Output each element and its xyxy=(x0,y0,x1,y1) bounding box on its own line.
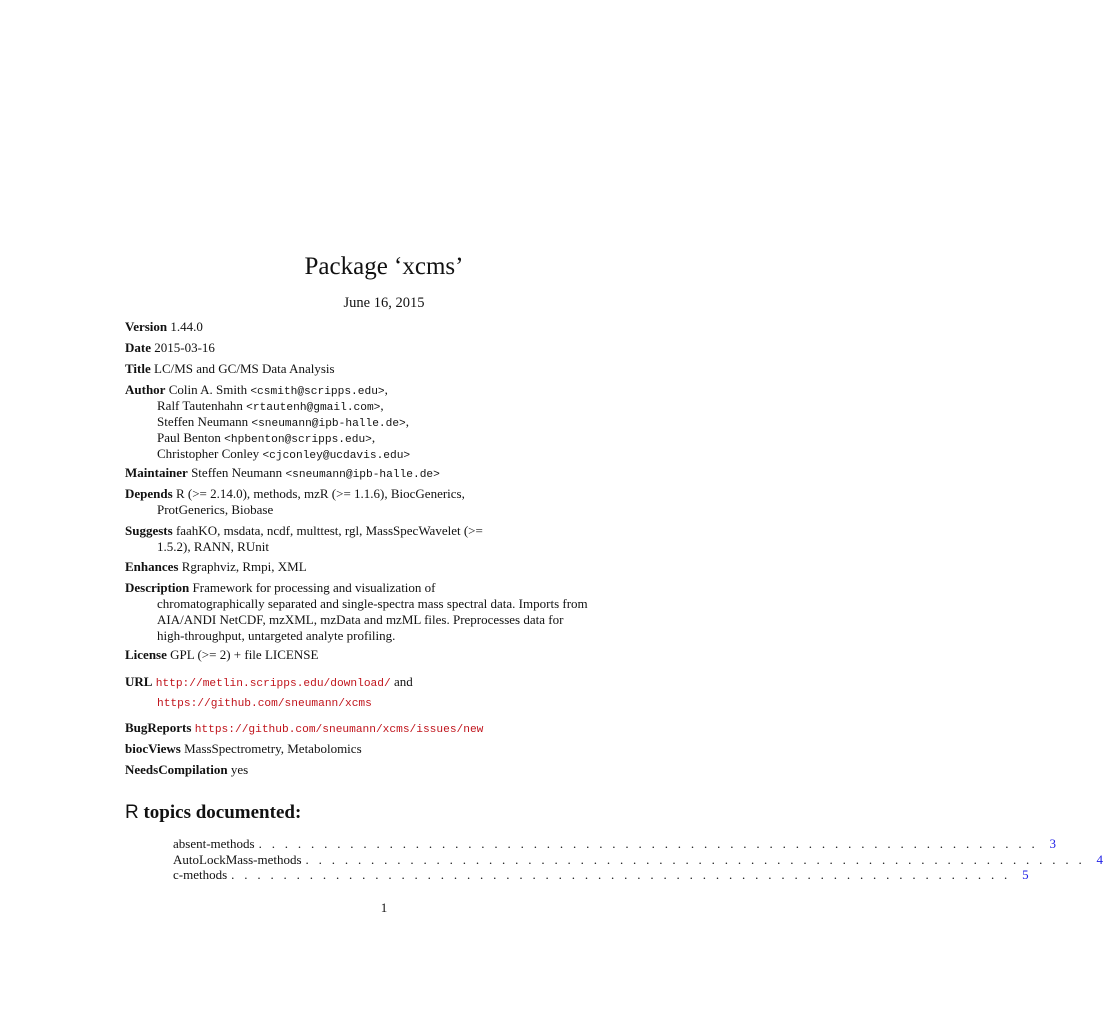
field-depends xyxy=(125,486,645,518)
field-license xyxy=(125,647,645,663)
author-email: <hpbenton@scripps.edu> xyxy=(224,434,372,446)
author-separator: , xyxy=(371,430,376,445)
field-value-line: Framework for processing and visualization of xyxy=(192,580,436,595)
field-value-line: chromatographically separated and single-spectra mass spectral data. Imports from xyxy=(157,596,588,611)
author-separator: , xyxy=(380,398,384,413)
url-link[interactable]: http://metlin.scripps.edu/download/ xyxy=(155,678,391,690)
toc-entry-name: AutoLockMass-methods xyxy=(173,852,302,867)
author-email: <sneumann@ipb-halle.de> xyxy=(251,418,406,430)
package-title: Package ‘xcms’ xyxy=(304,253,464,280)
toc-entry[interactable] xyxy=(173,836,1057,852)
field-value: yes xyxy=(230,762,249,777)
field-value: GPL (>= 2) + file LICENSE xyxy=(170,647,319,662)
field-date xyxy=(125,340,645,356)
toc-entry-page[interactable]: 3 xyxy=(1049,836,1057,851)
field-label: NeedsCompilation xyxy=(125,762,228,777)
author-email: <csmith@scripps.edu> xyxy=(250,386,385,398)
field-title xyxy=(125,361,645,377)
toc-heading-text: topics documented: xyxy=(143,802,302,823)
toc-heading-r: R xyxy=(125,802,139,823)
toc-entry-page[interactable]: 5 xyxy=(1022,867,1029,882)
toc-leader-dots: . . . . . . . . . . . . . . . . . . . . . . . . . . . . . . . . . . . . . . . . . . . . . . . . . . . . . . . . . . . . xyxy=(231,867,1011,882)
toc-heading xyxy=(125,801,301,825)
field-label: biocViews xyxy=(125,741,181,756)
url-link[interactable]: https://github.com/sneumann/xcms xyxy=(157,698,372,710)
author-name: Paul Benton xyxy=(157,430,221,445)
toc-entry-page[interactable]: 4 xyxy=(1096,852,1103,867)
field-value: MassSpectrometry, Metabolomics xyxy=(184,741,362,756)
field-biocviews xyxy=(125,741,645,757)
author-email: <cjconley@ucdavis.edu> xyxy=(262,450,411,462)
author-name: Ralf Tautenhahn xyxy=(157,398,243,413)
field-label: License xyxy=(125,647,167,662)
url-conjunction: and xyxy=(393,674,413,689)
field-description xyxy=(125,580,645,644)
field-version xyxy=(125,319,645,335)
field-label: Version xyxy=(125,319,168,334)
field-bugreports xyxy=(125,720,645,738)
toc-entry[interactable] xyxy=(173,867,1029,883)
field-url xyxy=(125,674,645,710)
field-value: 1.44.0 xyxy=(170,319,203,334)
author-email: <rtautenh@gmail.com> xyxy=(246,402,381,414)
field-value: Rgraphviz, Rmpi, XML xyxy=(181,559,307,574)
field-label: Depends xyxy=(125,486,173,501)
field-value-line: ProtGenerics, Biobase xyxy=(157,502,274,517)
field-value-line: 1.5.2), RANN, RUnit xyxy=(157,539,269,554)
field-enhances xyxy=(125,559,645,575)
field-value-line: high-throughput, untargeted analyte profiling. xyxy=(157,628,396,643)
field-label: Suggests xyxy=(125,523,173,538)
field-label: Author xyxy=(125,382,166,397)
author-separator: , xyxy=(384,382,388,397)
author-name: Colin A. Smith xyxy=(168,382,248,397)
maintainer-name: Steffen Neumann xyxy=(191,465,283,480)
field-author xyxy=(125,382,645,462)
field-label: Enhances xyxy=(125,559,179,574)
field-label: Description xyxy=(125,580,190,595)
toc-leader-dots: . . . . . . . . . . . . . . . . . . . . . . . . . . . . . . . . . . . . . . . . . . . . . . . . . . . . . . . . . . . . xyxy=(258,836,1039,851)
field-label: BugReports xyxy=(125,720,192,735)
toc-leader-dots: . . . . . . . . . . . . . . . . . . . . . . . . . . . . . . . . . . . . . . . . . . . . . . . . . . . . . . . . . . . . xyxy=(305,852,1085,867)
field-label: Title xyxy=(125,361,151,376)
package-date: June 16, 2015 xyxy=(343,295,425,311)
author-name: Steffen Neumann xyxy=(157,414,249,429)
field-value-line: AIA/ANDI NetCDF, mzXML, mzData and mzML files. Preprocesses data for xyxy=(157,612,564,627)
field-label: Date xyxy=(125,340,151,355)
bugreports-link[interactable]: https://github.com/sneumann/xcms/issues/new xyxy=(194,724,484,736)
field-suggests xyxy=(125,523,645,555)
field-label: Maintainer xyxy=(125,465,188,480)
field-value-line: faahKO, msdata, ncdf, multtest, rgl, MassSpecWavelet (>= xyxy=(175,523,483,538)
field-value: LC/MS and GC/MS Data Analysis xyxy=(154,361,335,376)
field-value: 2015-03-16 xyxy=(154,340,215,355)
toc-entry-name: c-methods xyxy=(173,867,228,882)
toc-entry[interactable] xyxy=(173,852,1103,868)
author-separator: , xyxy=(405,414,410,429)
author-name: Christopher Conley xyxy=(157,446,260,461)
maintainer-email: <sneumann@ipb-halle.de> xyxy=(285,469,440,481)
field-maintainer xyxy=(125,465,645,483)
page-number: 1 xyxy=(380,900,388,915)
field-label: URL xyxy=(125,674,153,689)
field-needscompilation xyxy=(125,762,645,778)
field-value-line: R (>= 2.14.0), methods, mzR (>= 1.1.6), BiocGenerics, xyxy=(175,486,465,501)
toc-entry-name: absent-methods xyxy=(173,836,255,851)
